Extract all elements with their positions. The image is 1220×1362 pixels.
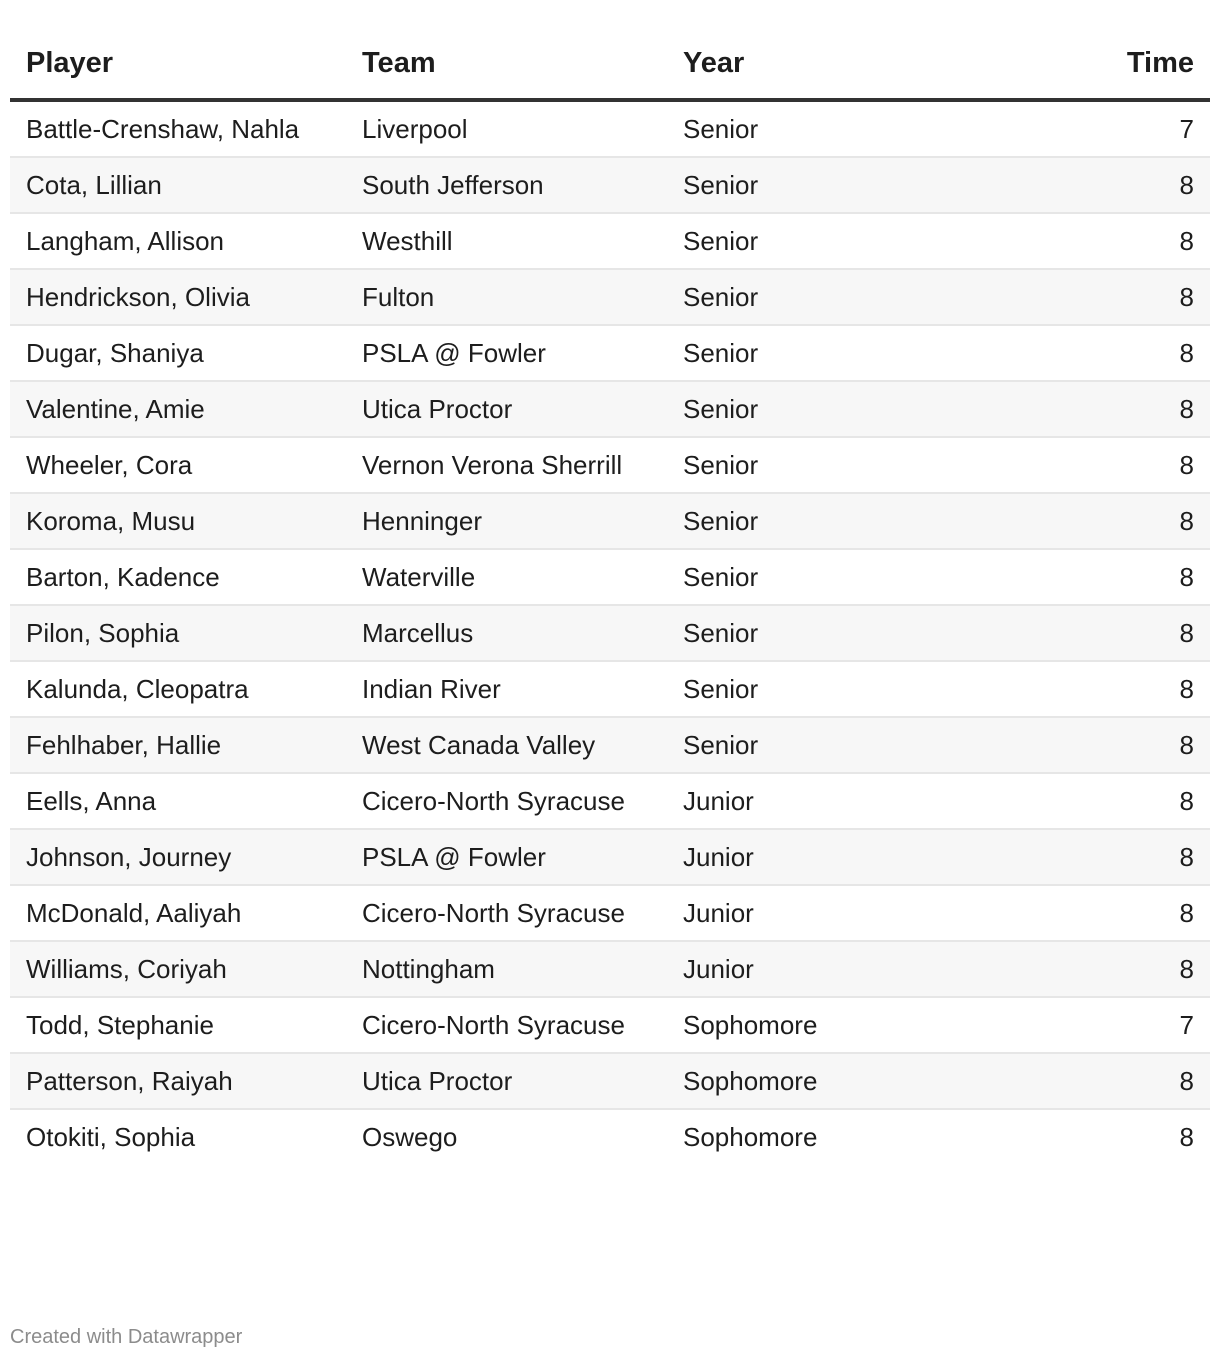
table-row <box>10 100 1210 157</box>
cell-year: Sophomore <box>667 997 987 1053</box>
cell-year: Senior <box>667 717 987 773</box>
cell-time: 7 <box>987 100 1210 157</box>
cell-time: 8 <box>987 157 1210 213</box>
table-body <box>10 100 1210 1164</box>
cell-team: Indian River <box>346 661 667 717</box>
cell-player: Barton, Kadence <box>10 549 346 605</box>
cell-team: Liverpool <box>346 100 667 157</box>
cell-time: 8 <box>987 269 1210 325</box>
cell-time: 8 <box>987 1053 1210 1109</box>
cell-team: Oswego <box>362 1122 458 1152</box>
cell-player: Todd, Stephanie <box>10 997 346 1053</box>
table-header <box>10 28 1210 100</box>
cell-year: Junior <box>667 941 987 997</box>
cell-player: Battle-Crenshaw, Nahla <box>10 100 346 157</box>
column-header-player[interactable]: Player <box>10 28 346 100</box>
cell-time: 8 <box>987 325 1210 381</box>
cell-time: 8 <box>987 829 1210 885</box>
table-row <box>10 157 1210 213</box>
column-header-year[interactable]: Year <box>667 28 987 100</box>
cell-year: Senior <box>667 661 987 717</box>
cell-team: Marcellus <box>346 605 667 661</box>
table-row <box>10 997 1210 1053</box>
data-table-container <box>10 28 1210 1164</box>
table-row <box>10 773 1210 829</box>
cell-team: PSLA @ Fowler <box>346 829 667 885</box>
cell-year: Senior <box>667 381 987 437</box>
cell-team: Utica Proctor <box>346 1053 667 1109</box>
cell-team: South Jefferson <box>346 157 667 213</box>
column-header-team[interactable]: Team <box>346 28 667 100</box>
cell-year: Senior <box>667 157 987 213</box>
cell-player: Fehlhaber, Hallie <box>10 717 346 773</box>
cell-team: PSLA @ Fowler <box>346 325 667 381</box>
cell-player: Valentine, Amie <box>10 381 346 437</box>
cell-time: 8 <box>987 213 1210 269</box>
cell-player: Patterson, Raiyah <box>10 1053 346 1109</box>
table-row <box>10 325 1210 381</box>
cell-team: Vernon Verona Sherrill <box>346 437 667 493</box>
cell-time: 8 <box>987 605 1210 661</box>
cell-time: 8 <box>987 661 1210 717</box>
cell-time: 8 <box>987 437 1210 493</box>
cell-player: Williams, Coriyah <box>10 941 346 997</box>
cell-year: Sophomore <box>667 1053 987 1109</box>
cell-team: Utica Proctor <box>346 381 667 437</box>
cell-player: Pilon, Sophia <box>10 605 346 661</box>
cell-year: Junior <box>667 773 987 829</box>
table-row <box>10 941 1210 997</box>
cell-time: 8 <box>987 381 1210 437</box>
table-row <box>10 1053 1210 1109</box>
cell-year: Senior <box>667 493 987 549</box>
cell-team: Nottingham <box>346 941 667 997</box>
cell-team: Cicero-North Syracuse <box>346 773 667 829</box>
cell-year: Sophomore <box>683 1122 818 1152</box>
cell-player: Kalunda, Cleopatra <box>10 661 346 717</box>
cell-team: Henninger <box>346 493 667 549</box>
cell-team: Cicero-North Syracuse <box>346 885 667 941</box>
column-header-time[interactable]: Time <box>987 28 1210 100</box>
header-row <box>10 28 1210 100</box>
cell-team: West Canada Valley <box>346 717 667 773</box>
cell-player: McDonald, Aaliyah <box>10 885 346 941</box>
cell-time: 8 <box>987 717 1210 773</box>
cell-time: 8 <box>987 941 1210 997</box>
cell-player: Langham, Allison <box>10 213 346 269</box>
cell-year: Senior <box>667 605 987 661</box>
table-row <box>10 269 1210 325</box>
cell-time: 7 <box>987 997 1210 1053</box>
cell-player: Hendrickson, Olivia <box>10 269 346 325</box>
cell-time: 8 <box>987 885 1210 941</box>
cell-time: 8 <box>1179 1122 1194 1152</box>
table-row <box>10 605 1210 661</box>
cell-year: Junior <box>667 829 987 885</box>
cell-team: Cicero-North Syracuse <box>346 997 667 1053</box>
cell-year: Senior <box>667 269 987 325</box>
table-row <box>10 493 1210 549</box>
cell-team: Fulton <box>346 269 667 325</box>
cell-player: Cota, Lillian <box>10 157 346 213</box>
cell-player: Koroma, Musu <box>10 493 346 549</box>
table-row <box>10 661 1210 717</box>
table-row <box>10 1109 1210 1164</box>
table-row <box>10 829 1210 885</box>
table-row <box>10 717 1210 773</box>
cell-year: Junior <box>667 885 987 941</box>
table-row <box>10 381 1210 437</box>
table-row <box>10 885 1210 941</box>
cell-year: Senior <box>667 325 987 381</box>
cell-player: Johnson, Journey <box>10 829 346 885</box>
cell-team: Westhill <box>346 213 667 269</box>
datawrapper-credit: Created with Datawrapper <box>10 1326 243 1348</box>
cell-year: Senior <box>667 549 987 605</box>
table-row <box>10 213 1210 269</box>
table-row <box>10 549 1210 605</box>
cell-year: Senior <box>667 213 987 269</box>
cell-year: Senior <box>667 437 987 493</box>
cell-year: Senior <box>667 100 987 157</box>
cell-player: Wheeler, Cora <box>10 437 346 493</box>
cell-time: 8 <box>987 493 1210 549</box>
player-times-table <box>10 28 1210 1164</box>
cell-player: Eells, Anna <box>10 773 346 829</box>
cell-time: 8 <box>987 549 1210 605</box>
cell-time: 8 <box>987 773 1210 829</box>
cell-player: Otokiti, Sophia <box>26 1122 196 1152</box>
cell-player: Dugar, Shaniya <box>10 325 346 381</box>
table-row <box>10 437 1210 493</box>
cell-team: Waterville <box>346 549 667 605</box>
